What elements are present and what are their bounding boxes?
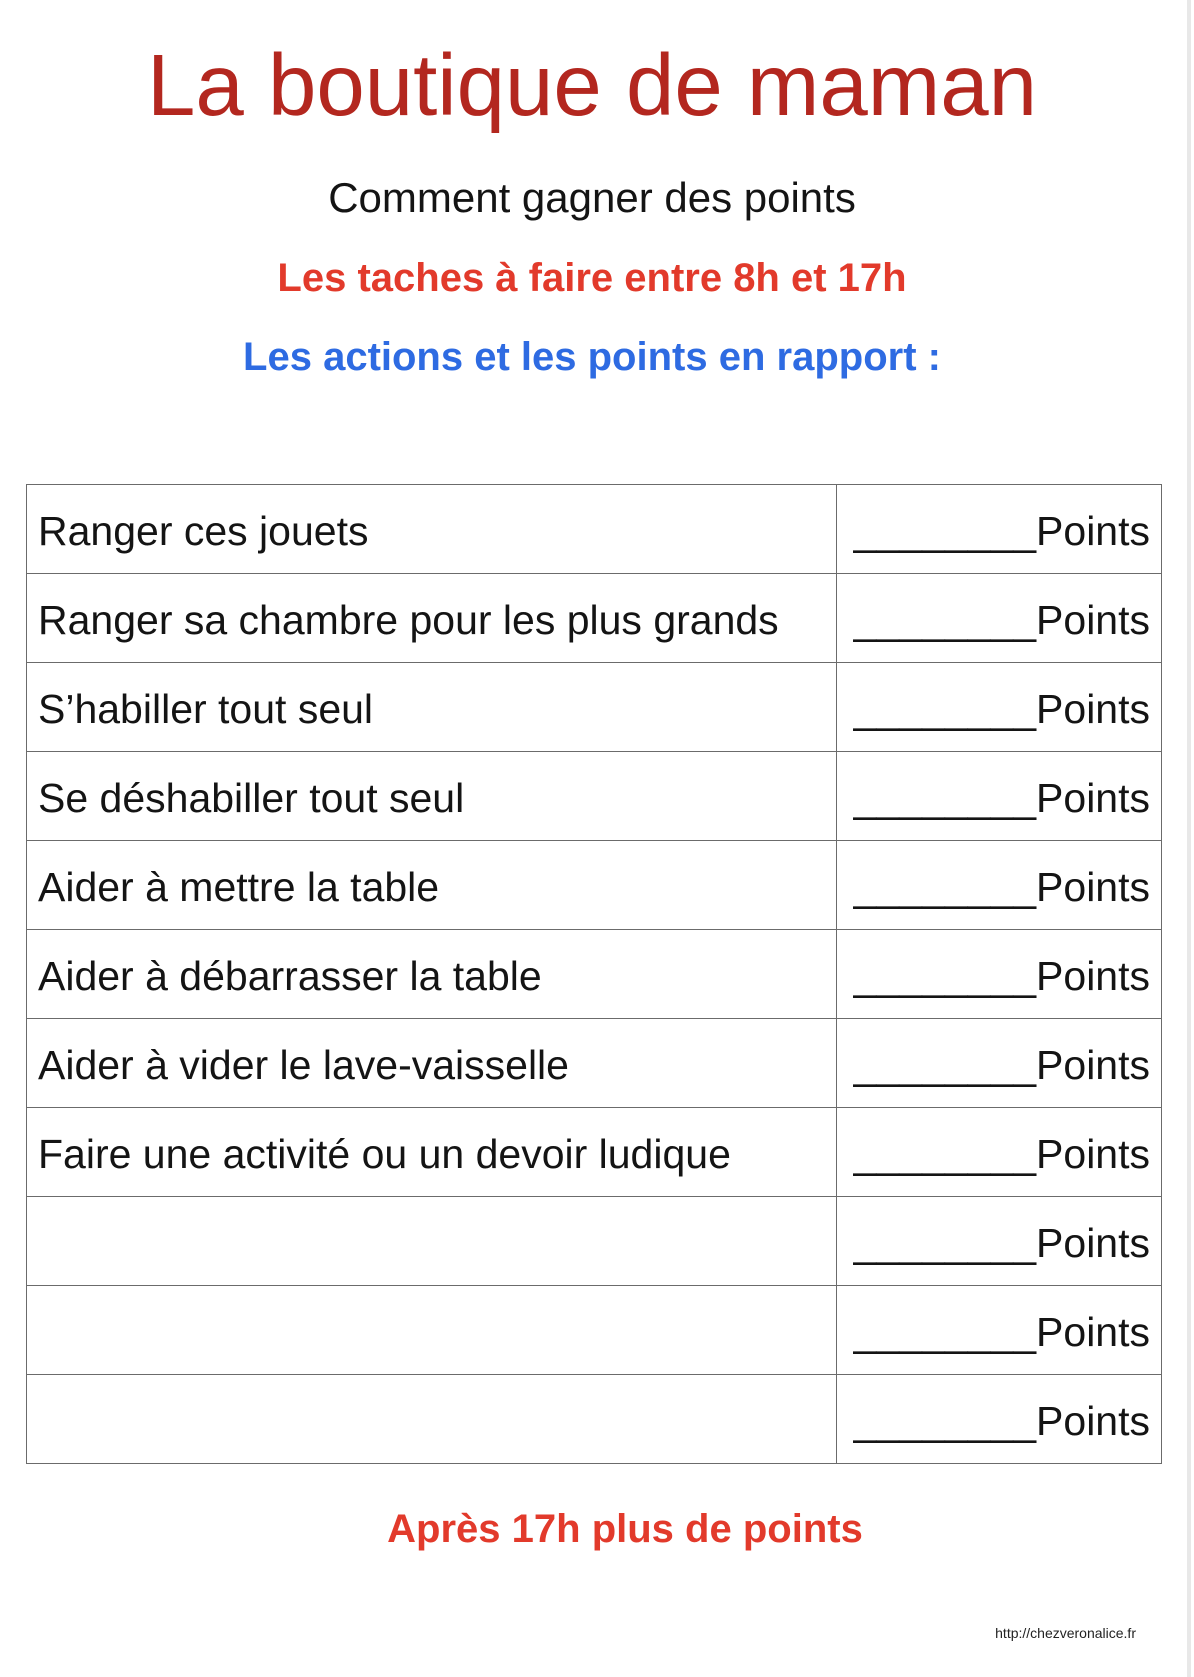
- table-row: [27, 1019, 1162, 1108]
- task-cell: S’habiller tout seul: [27, 663, 837, 752]
- points-cell: ________Points: [837, 841, 1162, 930]
- points-cell: ________Points: [837, 1286, 1162, 1375]
- table-row: [27, 1286, 1162, 1375]
- table-row: [27, 1375, 1162, 1464]
- table-row: [27, 930, 1162, 1019]
- table-row: [27, 1108, 1162, 1197]
- task-cell: Aider à débarrasser la table: [27, 930, 837, 1019]
- tasks-points-table: [26, 484, 1162, 1464]
- task-cell: Aider à vider le lave-vaisselle: [27, 1019, 837, 1108]
- table-row: [27, 1197, 1162, 1286]
- task-cell: Faire une activité ou un devoir ludique: [27, 1108, 837, 1197]
- points-cell: ________Points: [837, 1197, 1162, 1286]
- task-cell: Ranger ces jouets: [27, 485, 837, 574]
- source-url: http://chezveronalice.fr: [995, 1625, 1136, 1641]
- task-cell: Aider à mettre la table: [27, 841, 837, 930]
- points-cell: ________Points: [837, 574, 1162, 663]
- table-row: [27, 663, 1162, 752]
- points-cell: ________Points: [837, 930, 1162, 1019]
- table-row: [27, 574, 1162, 663]
- task-cell: Se déshabiller tout seul: [27, 752, 837, 841]
- task-cell: [27, 1286, 837, 1375]
- table-row: [27, 752, 1162, 841]
- points-cell: ________Points: [837, 1375, 1162, 1464]
- points-cell: ________Points: [837, 752, 1162, 841]
- schedule-heading: Les taches à faire entre 8h et 17h: [277, 256, 907, 300]
- page-title: La boutique de maman: [147, 37, 1037, 134]
- points-cell: ________Points: [837, 663, 1162, 752]
- task-cell: [27, 1197, 837, 1286]
- table-row: [27, 485, 1162, 574]
- task-cell: [27, 1375, 837, 1464]
- page-edge: [1187, 0, 1191, 1677]
- footer-note: Après 17h plus de points: [387, 1507, 863, 1551]
- points-cell: ________Points: [837, 1108, 1162, 1197]
- points-cell: ________Points: [837, 485, 1162, 574]
- table-row: [27, 841, 1162, 930]
- page-subtitle: Comment gagner des points: [328, 174, 856, 221]
- intro-heading: Les actions et les points en rapport :: [243, 335, 941, 379]
- task-cell: Ranger sa chambre pour les plus grands: [27, 574, 837, 663]
- points-cell: ________Points: [837, 1019, 1162, 1108]
